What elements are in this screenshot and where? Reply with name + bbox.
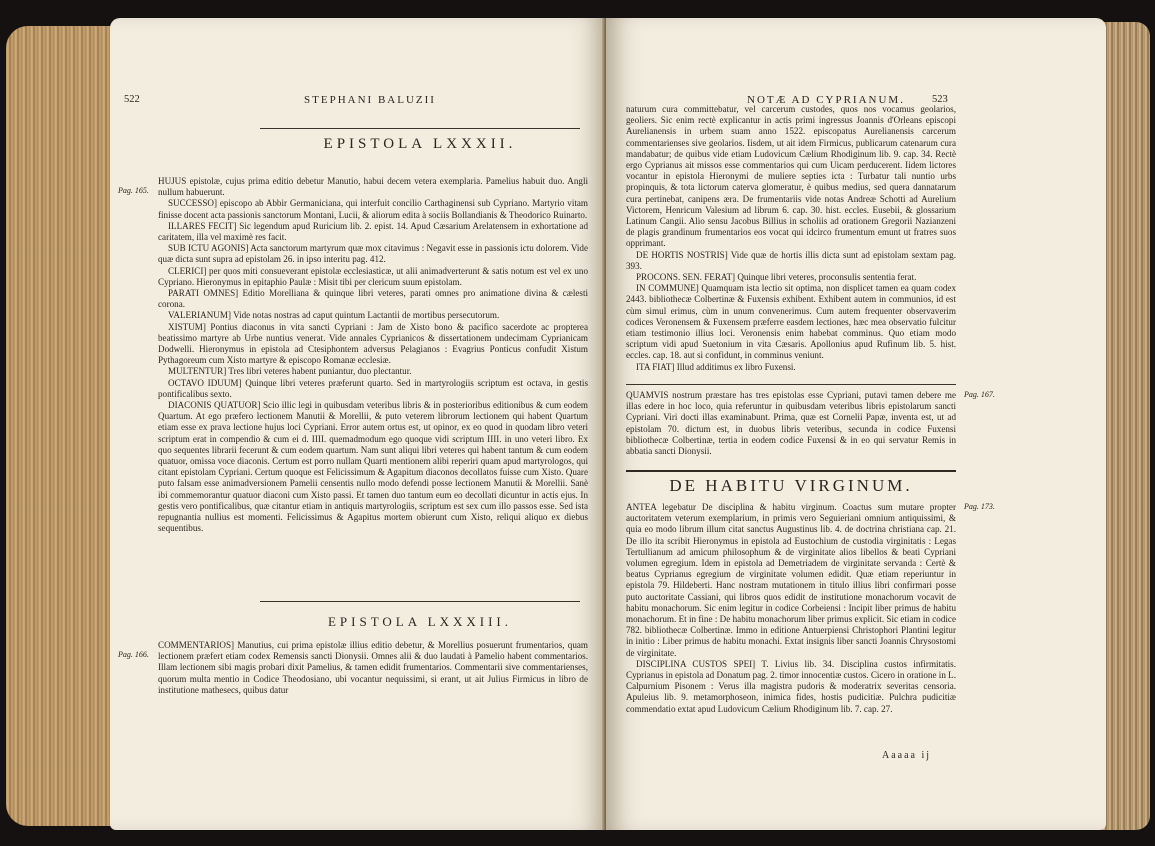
note-paragraph: DE HORTIS NOSTRIS] Vide quæ de hortis illis dicta sunt ad epistolam sextam pag. 393. [626, 249, 956, 271]
note-paragraph: SUCCESSO] episcopo ab Abbir Germaniciana, qui interfuit concilio Carthaginensi sub Cypriano. Martyrio vitam finisse docent acta passionis sanctorum Montani, Lucii, & aliorum edita à sociis Bollandianis & Theodorico Ruinarto. [158, 198, 588, 220]
note-paragraph: CLERICI] per quos miti consueverant epistolæ ecclesiasticæ, ut alii animadverterunt & satis notum est vel ex uno Cypriano. Hieronymus in epitaphio Paulæ : Misit tibi per clericum suum epistolam. [158, 265, 588, 287]
note-paragraph: MULTENTUR] Tres libri veteres habent puniantur, duo plectantur. [168, 366, 412, 377]
page-number-right: 523 [932, 94, 948, 105]
section-rule-left [260, 601, 580, 602]
epistola-82-notes [158, 176, 588, 535]
note-paragraph: ITA FIAT] Illud additimus ex libro Fuxensi. [636, 361, 796, 372]
printer-signature: Aaaaa ij [882, 750, 932, 761]
margin-note-173: Pag. 173. [964, 502, 995, 511]
header-rule-left [260, 128, 580, 129]
epistola-83-notes [158, 640, 588, 696]
note-paragraph: ANTEA legebatur De disciplina & habitu virginum. Coactus sum mutare propter auctoritatem veterum exemplarium, in primis vero Seguieriani omnium antiquissimi, & quia eo modo librum illum citat sanctus Augustinus lib. 4. de doctrina christiana cap. 21. De illo ita scribit Hieronymus in epistola ad Eustochium de custodia virginitatis : Legas Tertullianum ad amicum philosophum & de virginitate alios libellos & beati Cypriani volumen egregium. Idem in epistola ad Demetriadem de virginitate servanda : Certè & beatus Cyprianus egregium de virginitate volumen edidit. Quæ etiam reperiuntur in epistola 79. Hildeberti. Hanc nostram mutationem in titulo illius libri confirmari posse puto auctoritate Cassiani, qui libros quos edidit de institutione monachorum vocavit de habitu monachorum. Sic enim legitur in codice Corbeiensi : Incipit liber primus de habitu monachorum. Et in fine : De habitu monachorum liber primus explicit. Sic etiam in codice 782. bibliothecæ Colbertinæ. Immo in editione Antuerpiensi Christophori Plantini legitur in initio : Liber primus de habitu monachi. Extat insignis liber sancti Joannis Chrysostomi de virginitate. [626, 502, 956, 658]
note-paragraph: naturum cura committebatur, vel carcerum custodes, quos nos vocamus geolarios, geoliers. Sic enim rectè explicantur in actis primi ingressus Joannis d'Orleans episcopi Aurelianensis in urbem suam anno 1522. episcopatus Aurelianensis carcerum commentarienses sive geolarios. Iisdem, ut ait idem Firmicus, publicarum catenarum cura mandabatur; de quibus vide etiam Ludovicum Cælium Rhodiginum lib. 9. cap. 34. Rectè ergo Cyprianus ait missos esse commentarios qui cum Uicam perducerent. Iidem lictores vocantur in epistola Hieronymi de muliere septies icta : Turbatur tali nuntio urbs propinquis, & tota lictorum caterva glomeratur, è quibus medius, sed quera dannatarum cura pertinebat, canipens æra. De frumentariis vide notas Andreæ Schotti ad Aurelium Victorem, Henricum Valesium ad librum 6. cap. 30. hist. eccles. Eusebii, & glossarium Latinum Cangii. Alio sensu Jacobus Billius in scholiis ad orationem Gregorii Nazianzeni de plagis grandinum frumentarios eos vocat qui idcirco frumentum emunt ut fratres suos opprimant. [626, 104, 956, 249]
quamvis-note [626, 390, 956, 457]
note-paragraph: COMMENTARIOS] Manutius, cui prima epistolæ illius editio debetur, & Morellius posuerunt frumentarios, quam lectionem præfert etiam codex Remensis sancti Dionysii. Omnes alii & duo laudati à Pamelio habent commentarios. Illam lectionem sibi magis probari dixit Pamelius, & tamen edidit frumentarios. Commentarii sive commentarienses, quorum multa mentio in Codice Theodosiano, ubi vocantur nequissimi, si erant, ut ait Julius Firmicus in libro de institutione mathesecs, quibus datur [158, 640, 588, 695]
book [6, 12, 1150, 840]
margin-note-165: Pag. 165. [118, 186, 149, 195]
habitu-notes [626, 502, 956, 715]
epistola-83-title: EPISTOLA LXXXIII. [327, 614, 513, 629]
note-paragraph: ILLARES FECIT] Sic legendum apud Ruricium lib. 2. epist. 14. Apud Cæsarium Arelatensem in exhortatione ad caritatem, illa vel maximè res facit. [158, 220, 588, 243]
note-paragraph: SUB ICTU AGONIS] Acta sanctorum martyrum quæ mox citavimus : Negavit esse in passionis ictu dolorem. Vide quæ dicta sunt supra ad epistolam 26. in ipso interitu pag. 412. [158, 243, 588, 265]
margin-note-166: Pag. 166. [118, 650, 149, 659]
note-paragraph: XISTUM] Pontius diaconus in vita sancti Cypriani : Jam de Xisto bono & pacifico sacerdote ac propterea beatissimo martyre ab Urbe nuntius venerat. Vide annales Cyprianicos & dissertationem undecimam Cyprianicam Dodwelli. Hieronymus in epistola ad Ctesiphontem adversus Pelagianos : Evagrius Ponticus confudit Xistum Pythagoreum cum Xisto martyre & episcopo Romanæ ecclesiæ. [158, 321, 588, 366]
left-page [110, 18, 606, 830]
page-edges-left [6, 26, 124, 826]
de-habitu-virginum-title: DE HABITU VIRGINUM. [669, 476, 913, 495]
title-rule-right [626, 470, 956, 472]
note-paragraph: PROCONS. SEN. FERAT] Quinque libri veteres, proconsulis sententia ferat. [636, 272, 917, 283]
page-number-left: 522 [124, 94, 140, 105]
note-paragraph: PARATI OMNES] Editio Morelliana & quinque libri veteres, parati omnes pro animatione divina & cælesti corona. [158, 288, 588, 310]
section-rule-right [626, 384, 956, 385]
running-head-left: STEPHANI BALUZII [304, 94, 436, 106]
epistola-82-title: EPISTOLA LXXXII. [323, 136, 517, 152]
note-paragraph: OCTAVO IDUUM] Quinque libri veteres præferunt quarto. Sed in martyrologiis scriptum est octava, in gestis pontificalibus sexto. [158, 377, 588, 399]
note-paragraph: QUAMVIS nostrum præstare has tres epistolas esse Cypriani, putavi tamen debere me illas edere in hoc loco, quia referuntur in quibusdam veteribus libris epistolarum sancti Cypriani. Viri docti illas examinabunt. Prima, quæ est Cornelii Papæ, inventa est, ut ad epistolam 70. dictum est, in duobus libris veteribus, secunda in codice Fuxensi bibliothecæ Colbertinæ, tertia in eodem codice Fuxensi & in eo qui servatur Remis in abbatia sancti Dionysii. [626, 390, 956, 457]
note-paragraph: IN COMMUNE] Quamquam ista lectio sit optima, non displicet tamen ea quam codex 2443. bibliothecæ Colbertinæ & Fuxensis exhibent. Exhibent autem in communios, id est cùm simul erimus, cùm in unum convenerimus. Cum autem frequenter observaverim codices Veronensem & Fuxensem præferre easdem lectiones, hæc mea observatio fulcitur etiam testimonio illius loci. Veronensis enim habebat comminus. Quo etiam modo scriptum vidi apud Suetonium in vita Cæsaris. Apollonius apud Rufinum lib. 5. hist. eccles. cap. 18. aut si confidunt, in comminus veniunt. [626, 283, 956, 361]
note-paragraph: DISCIPLINA CUSTOS SPEI] T. Livius lib. 34. Disciplina custos infirmitatis. Cyprianus in epistola ad Donatum pag. 2. timor innocentiæ custos. Cicero in oratione in L. Calpurnium Pisonem : Verus illa magistra pudoris & moderatrix severitas censoria. Apuleius lib. 9. metamorphoseon, inimica fides, hostis pudicitiæ. Pulchra pudicitiæ commendatio extat apud Ludovicum Cælium Rhodiginum lib. 7. cap. 27. [626, 658, 956, 714]
note-paragraph: DIACONIS QUATUOR] Scio illic legi in quibusdam veteribus libris & in posterioribus editionibus & cum eodem Quartum. At ego præfero lectionem Manutii & Morellii, & puto veterem librorum lectionem qui habent Quartum etiam esse ex prava lectione hujus loci Cypriani. Error autem ortus est, ut opinor, ex eo quod in quodam libro veteri scriptum erat in compendio & cum ei d. IIII. quemadmodum ego quoque vidi scriptum IIII. in uno veteri libro. Ex quo sequentes librarii fecerunt & cum eodem quartum. Nam sunt aliqui libri veteres qui habent tantum & cum eodem quatuor, omissa voce diaconis. Certum est porro nullam Quarti mentionem alibi reperiri quam apud martyrologos, qui citant epistolam Cypriani. Certum quoque est Felicissimum & Agapitum diaconos decollatos fuisse cum Xisto. Quare puto falsam esse animadversionem Pamelii censentis nullo modo defendi posse lectionem Manutii & Morellii. Sanè ibi commemorantur quatuor diaconi cum Xisto passi. Et tamen duo tantum eum eo decollati dicuntur in actis ejus. In gestis vero pontificalibus, quæ citantur etiam in antiquis martyrologiis, scriptum est sex cum illo passos esse. Sed ista repugnantia nullius est momenti. Felicissimus & Agapitus mortem obierunt cum Xisto, reliqui aliquo ex diebus sequentibus. [158, 400, 588, 534]
continued-notes [626, 104, 956, 373]
running-head-right: NOTÆ AD CYPRIANUM. [747, 94, 905, 106]
note-paragraph: VALERIANUM] Vide notas nostras ad caput quintum Lactantii de mortibus persecutorum. [168, 310, 500, 321]
note-paragraph: HUJUS epistolæ, cujus prima editio debetur Manutio, habui decem vetera exemplaria. Pamelius habuit duo. Angli nullum habuerunt. [158, 176, 588, 198]
page-edges-right [1102, 22, 1150, 830]
right-page [606, 18, 1106, 830]
margin-note-167: Pag. 167. [964, 390, 995, 399]
